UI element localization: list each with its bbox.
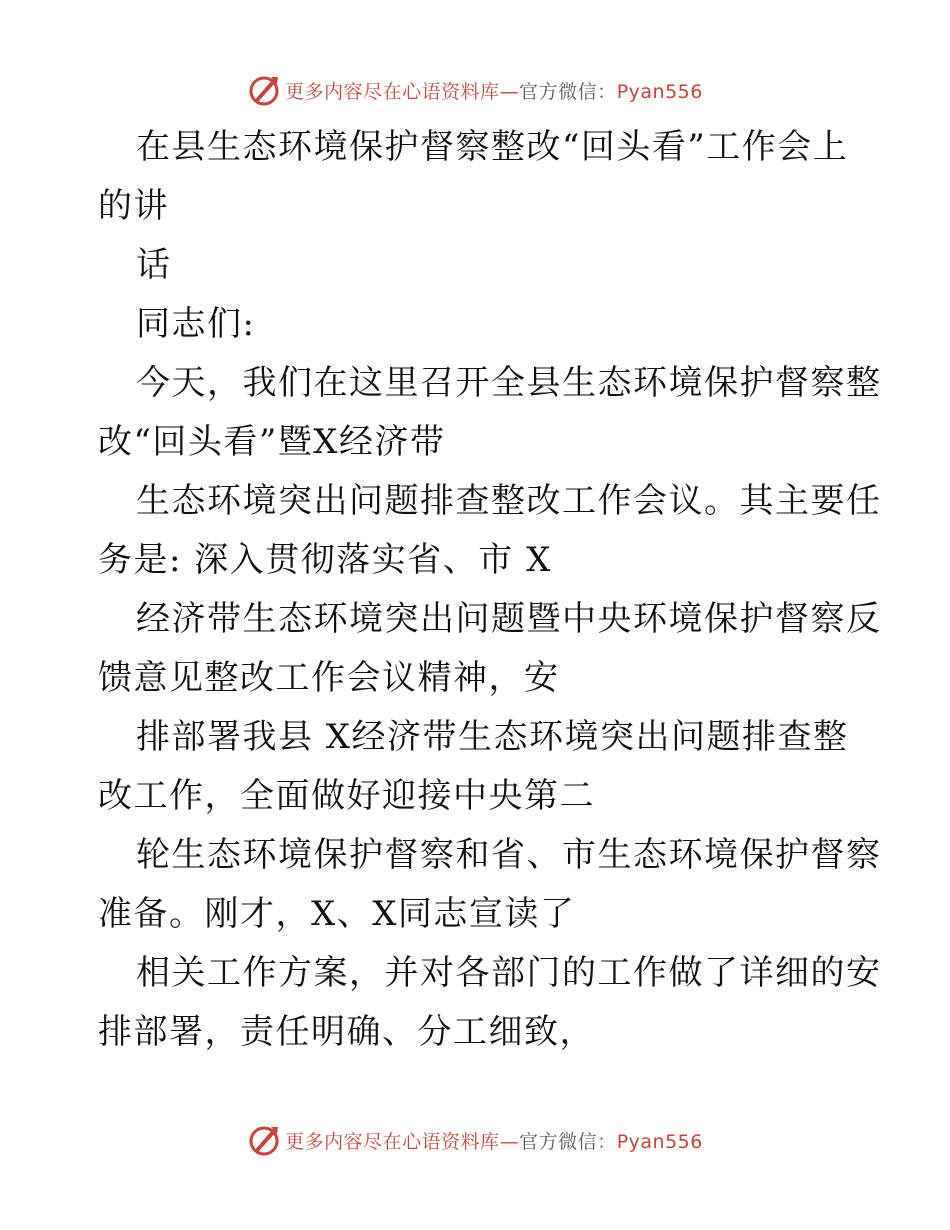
footer-watermark	[0, 1120, 950, 1160]
paragraph-line: 准备。刚才，X、X同志宣读了	[98, 894, 576, 934]
paragraph-line: 轮生态环境保护督察和省、市生态环境保护督察	[136, 835, 882, 875]
paragraph-line: 排部署我县 X经济带生态环境突出问题排查整	[136, 717, 849, 757]
watermark-wechat-label: 官方微信：	[519, 80, 617, 103]
title-line-2: 的讲	[98, 186, 169, 226]
watermark-wechat-label: 官方微信：	[519, 1130, 617, 1153]
watermark-text-line	[285, 77, 703, 104]
watermark-text-line	[285, 1127, 703, 1154]
paragraph-line: 馈意见整改工作会议精神，安	[98, 658, 560, 698]
paragraph-line: 经济带生态环境突出问题暨中央环境保护督察反	[136, 599, 882, 639]
salutation: 同志们:	[136, 304, 256, 344]
title-line-1: 在县生态环境保护督察整改“回头看”工作会上	[136, 127, 849, 167]
document-body	[98, 118, 882, 1062]
quill-logo-icon	[247, 1123, 281, 1157]
watermark-wechat-id: Pyan556	[616, 80, 703, 103]
paragraph-line: 相关工作方案，并对各部门的工作做了详细的安	[136, 953, 882, 993]
paragraph-line: 改工作，全面做好迎接中央第二	[98, 776, 595, 816]
header-watermark	[0, 70, 950, 110]
watermark-text: 更多内容尽在心语资料库	[285, 80, 500, 103]
paragraph-line: 排部署，责任明确、分工细致，	[98, 1012, 595, 1052]
quill-logo-icon	[247, 73, 281, 107]
paragraph-line: 务是: 深入贯彻落实省、市 X	[98, 540, 552, 580]
watermark-text: 更多内容尽在心语资料库	[285, 1130, 500, 1153]
watermark-separator: —	[499, 80, 520, 103]
title-line-3: 话	[136, 245, 172, 285]
watermark-wechat-id: Pyan556	[616, 1130, 703, 1153]
paragraph-line: 生态环境突出问题排查整改工作会议。其主要任	[136, 481, 882, 521]
watermark-separator: —	[499, 1130, 520, 1153]
paragraph-line: 改“回头看”暨X经济带	[98, 422, 446, 462]
paragraph-line: 今天，我们在这里召开全县生态环境保护督察整	[136, 363, 882, 403]
